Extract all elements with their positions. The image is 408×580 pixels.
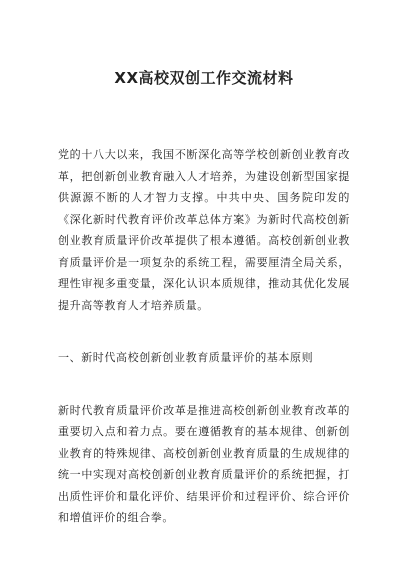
section-paragraph: 新时代教育质量评价改革是推进高校创新创业教育改革的重要切入点和着力点。要在遵循教育的基本规律、创新创业教育的特殊规律、高校创新创业教育质量的生成规律的统一中实现对高校创新创业教育质量评价的系统把握，打出质性评价和量化评价、结果评价和过程评价、综合评价和增值评价的组合拳。 bbox=[58, 403, 350, 524]
intro-paragraph: 党的十八大以来，我国不断深化高等学校创新创业教育改革，把创新创业教育融入人才培养，为建设创新型国家提供源源不断的人才智力支撑。中共中央、国务院印发的《深化新时代教育评价改革总体方案》为新时代高校创新创业教育质量评价改革提供了根本遵循。高校创新创业教育质量评价是一项复杂的系统工程，需要厘清全局关系，理性审视多重变量，深化认识本质规律，推动其优化发展提升高等教育人才培养质量。 bbox=[58, 148, 350, 312]
document-title: XX高校双创工作交流材料 bbox=[114, 69, 294, 87]
section-heading: 一、新时代高校创新创业教育质量评价的基本原则 bbox=[58, 351, 314, 364]
